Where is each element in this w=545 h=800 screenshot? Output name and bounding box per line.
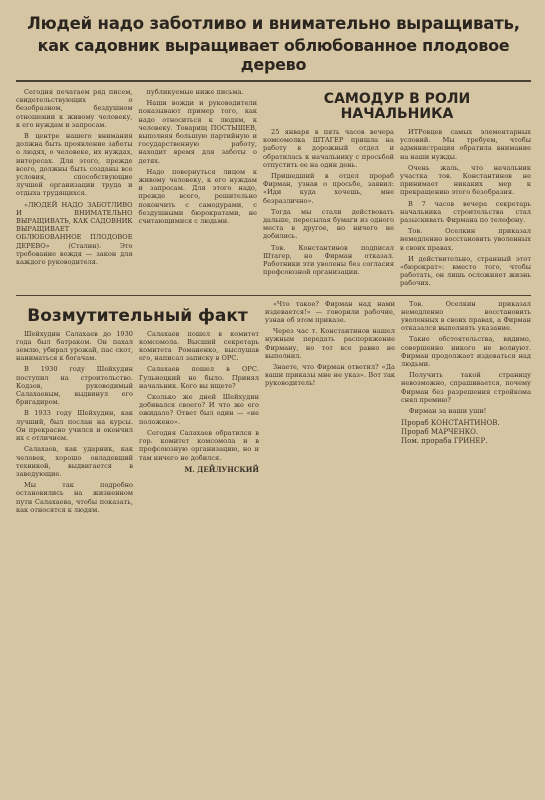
paragraph: Сегодня печатаем ряд писем, свидетельствующих о безобразном, бездушном отношении к живому человеку, к его нуждам и запросам. — [16, 88, 133, 129]
paragraph: Тов. Оселкин приказал немедленно восстановить уволенных в своих правах, а Фирман отказался выполнять указание. — [401, 299, 531, 333]
paragraph: Салахаев пошел в комитет комсомола. Высший секретарь комитета Романенко, выслушав его, написал записку в ОРС. — [139, 329, 259, 363]
banner-line-2: как садовник выращивает облюбованное плодовое дерево — [37, 36, 510, 74]
banner-headline — [16, 14, 531, 82]
paragraph: И действительно, странный этот «бюрократ»: вместо того, чтобы работать, он лишь осложняет жизнь рабочих. — [400, 254, 531, 288]
paragraph: 25 января в пять часов вечера комсомолка ШТАГЕР пришла на работу в дорожный отдел и обратилась к начальнику с просьбой отпустить ее на один день. — [263, 128, 394, 169]
banner-line-1: Людей надо заботливо и внимательно выращивать, — [27, 14, 520, 33]
lower-columns — [16, 300, 531, 517]
paragraph: ИТРовцев самых элементарных условий. Мы требуем, чтобы администрация обратила внимание на наши нужды. — [400, 128, 531, 161]
paragraph: Тов. Константинов подписал Штагер, но Фирман отказал. Работники эти уволены без согласия профсоюзной организации. — [263, 243, 394, 277]
vozm-column-1 — [16, 330, 133, 517]
paragraph: В 1933 году Шейхудин, как лучший, был послан на курсы. Он прекрасно учился и окончил их с отличием. — [16, 409, 133, 443]
samodur-column-1 — [263, 128, 394, 291]
samodur-heading — [263, 92, 531, 122]
paragraph: Фирман за наши уши! — [409, 407, 487, 416]
paragraph: Салахаев пошел в ОРС. Гульноцкий не было. Принял начальник. Кого вы ищете? — [139, 365, 259, 390]
paragraph: Салахаев, как ударник, как человек, хорошо овладевший техникой, выдвигается в заведующие. — [16, 445, 133, 478]
editorial-column-1 — [16, 88, 133, 291]
paragraph: Шейхудин Салахаев до 1930 года был батраком. Он пахал землю, убирал урожай, пас скот, наниматься к богачам. — [16, 329, 133, 363]
paragraph: Сегодня Салахаев обратился в гор. комитет комсомола и в профсоюзную организацию, но и там ничего не добился. — [139, 428, 259, 462]
signer: Пом. прораба ГРИНЕР. — [401, 437, 488, 446]
section-divider — [16, 295, 531, 296]
vozm-article — [16, 300, 259, 517]
vozm-heading: Возмутительный факт — [27, 305, 248, 326]
samodur-heading-line-1: САМОДУР В РОЛИ — [323, 91, 471, 107]
paragraph: Сколько же дней Шейхудин добивался своего? И что же его ожидало? Ответ был один — «не положено». — [139, 393, 259, 426]
paragraph: Очень жаль, что начальник участка тов. Константинов не принимает никаких мер к прекращению этого безобразия. — [400, 163, 531, 197]
signer: Прораб КОНСТАНТИНОВ. — [401, 419, 500, 428]
signers-list — [401, 419, 531, 446]
paragraph: «Что такое? Фирман над нами издевается!» — говорили рабочие, узнав об этом приказе. — [265, 299, 395, 325]
samodur-column-2 — [400, 128, 531, 291]
samodur-columns — [263, 128, 531, 291]
samodur-continued-column-2 — [401, 300, 531, 517]
samodur-continued-column-1 — [265, 300, 395, 517]
paragraph: Тов. Оселкин приказал немедленно восстановить уволенных в своих правах. — [400, 227, 531, 252]
paragraph: Такие обстоятельства, видимо, совершенно никого не волнуют. Фирман продолжает издеваться над людьми. — [401, 335, 531, 369]
paragraph: В центре нашего внимания должна быть проявление заботы о людях, о человеке, их нуждах, интересах. Для этого, прежде всего, должны быть созданы все условия, способствующие лучшей организации труда и отдыха трудящихся. — [16, 132, 133, 198]
paragraph: Тогда мы стали действовать дальше, пересылая бумаги из одного места в другое, но ничего не добились. — [263, 207, 394, 241]
paragraph: «ЛЮДЕЙ НАДО ЗАБОТЛИВО И ВНИМАТЕЛЬНО ВЫРАЩИВАТЬ, КАК САДОВНИК ВЫРАЩИВАЕТ ОБЛЮБОВАННОЕ ПЛОДОВОЕ ДЕРЕВО» (Сталин). Это требование вождя — закон для каждого руководителя. — [16, 200, 133, 267]
paragraph: публикуемые ниже письма. — [146, 88, 244, 96]
paragraph: В 7 часов вечера секретарь начальника строительства стал разыскивать Фирмана по телефону. — [400, 199, 531, 225]
editorial-column-2 — [139, 88, 257, 291]
vozm-column-2 — [139, 330, 259, 517]
upper-columns — [16, 88, 531, 291]
paragraph: Через час т. Константинов нашел нужным передать распоряжение Фирману, но тот все равно не выполнил. — [265, 327, 395, 360]
samodur-heading-line-2: НАЧАЛЬНИКА — [340, 106, 454, 122]
paragraph: В 1930 году Шейхудин поступил на строительство. Кодзов, руководимый Салахаевым, выдвинул его бригадиром. — [16, 365, 133, 407]
paragraph: Надо повернуться лицом к живому человеку, к его нуждам и запросам. Для этого надо, прежде всего, решительно покончить с самодурами, с бездушными бюрократами, не считающимися с людьми. — [138, 167, 257, 226]
signer: Прораб МАРЧЕНКО. — [401, 428, 479, 437]
samodur-article — [263, 88, 531, 291]
paragraph: Наши вожди и руководители показывают пример того, как надо относиться к людям, к человеку. Товарищ ПОСТЫШЕВ, выполняя большую партийную и государственную работу, находит время для заботы о детях. — [138, 99, 257, 165]
vozm-columns — [16, 330, 259, 517]
paragraph: Пришедший в отдел прораб Фирман, узнав о просьбе, заявил: «Иди куда хочешь, мне безразлично». — [263, 172, 394, 205]
paragraph: Знаете, что Фирман ответил? «Да ваши приказы мне не указ». Вот так руководитель! — [265, 363, 395, 388]
author-signature: М. ДЕЙЛУНСКИЙ — [184, 464, 259, 474]
paragraph: Мы так подробно остановились на жизненном пути Салахаева, чтобы показать, как относятся к людям. — [16, 481, 133, 514]
paragraph: Получить такой страницу невозможно, спрашивается, почему Фирман без разрешения стройкома снял премию? — [401, 371, 531, 404]
